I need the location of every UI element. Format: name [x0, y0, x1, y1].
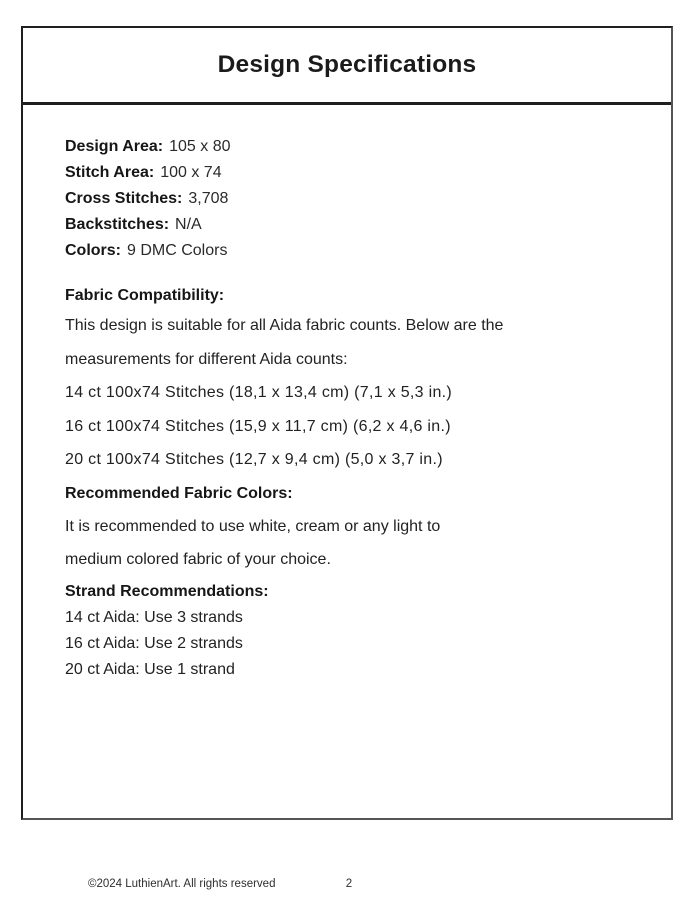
spec-value: N/A: [175, 216, 202, 233]
spec-row-stitch-area: [65, 160, 641, 186]
document-content: [23, 105, 671, 683]
fabric-compatibility-section: [65, 283, 641, 477]
strand-recommendations-heading: Strand Recommendations:: [65, 582, 269, 600]
spec-row-cross-stitches: [65, 186, 641, 212]
fabric-intro-line-2: measurements for different Aida counts:: [65, 350, 348, 368]
strand-line-16ct: 16 ct Aida: Use 2 strands: [65, 634, 243, 652]
measurement-line-16ct: 16 ct 100x74 Stitches (15,9 x 11,7 cm) (6,2 x 4,6 in.): [65, 417, 451, 435]
spec-row-design-area: [65, 134, 641, 160]
spec-value: 3,708: [188, 190, 229, 207]
spec-label: Colors:: [65, 242, 121, 259]
spec-value: 100 x 74: [160, 164, 222, 181]
fabric-compatibility-heading: Fabric Compatibility:: [65, 287, 225, 304]
measurement-line-14ct: 14 ct 100x74 Stitches (18,1 x 13,4 cm) (7,1 x 5,3 in.): [65, 384, 453, 401]
recommended-colors-line-2: medium colored fabric of your choice.: [65, 551, 331, 568]
spec-label: Backstitches:: [65, 216, 170, 233]
spec-value: 9 DMC Colors: [127, 242, 228, 259]
spec-row-colors: [65, 238, 641, 264]
spec-label: Stitch Area:: [65, 164, 155, 181]
spec-value: 105 x 80: [169, 138, 231, 155]
spec-row-backstitches: [65, 212, 641, 238]
recommended-colors-line-1: It is recommended to use white, cream or any light to: [65, 517, 441, 535]
page-title: Design Specifications: [217, 51, 477, 78]
strand-line-20ct: 20 ct Aida: Use 1 strand: [65, 660, 235, 678]
strand-recommendations-section: [65, 578, 641, 683]
design-specs-list: [65, 134, 641, 264]
document-page-frame: [21, 26, 673, 820]
footer-page-number: 2: [345, 878, 353, 890]
title-band: [23, 28, 671, 105]
recommended-fabric-colors-section: [65, 477, 641, 577]
recommended-fabric-colors-heading: Recommended Fabric Colors:: [65, 484, 293, 502]
strand-line-14ct: 14 ct Aida: Use 3 strands: [65, 608, 243, 626]
fabric-intro-line-1: This design is suitable for all Aida fabric counts. Below are the: [65, 317, 504, 334]
measurement-line-20ct: 20 ct 100x74 Stitches (12,7 x 9,4 cm) (5,0 x 3,7 in.): [65, 451, 443, 468]
spec-label: Cross Stitches:: [65, 190, 183, 207]
spec-label: Design Area:: [65, 138, 164, 155]
page-footer: [0, 878, 698, 894]
footer-copyright: ©2024 LuthienArt. All rights reserved: [88, 878, 276, 890]
